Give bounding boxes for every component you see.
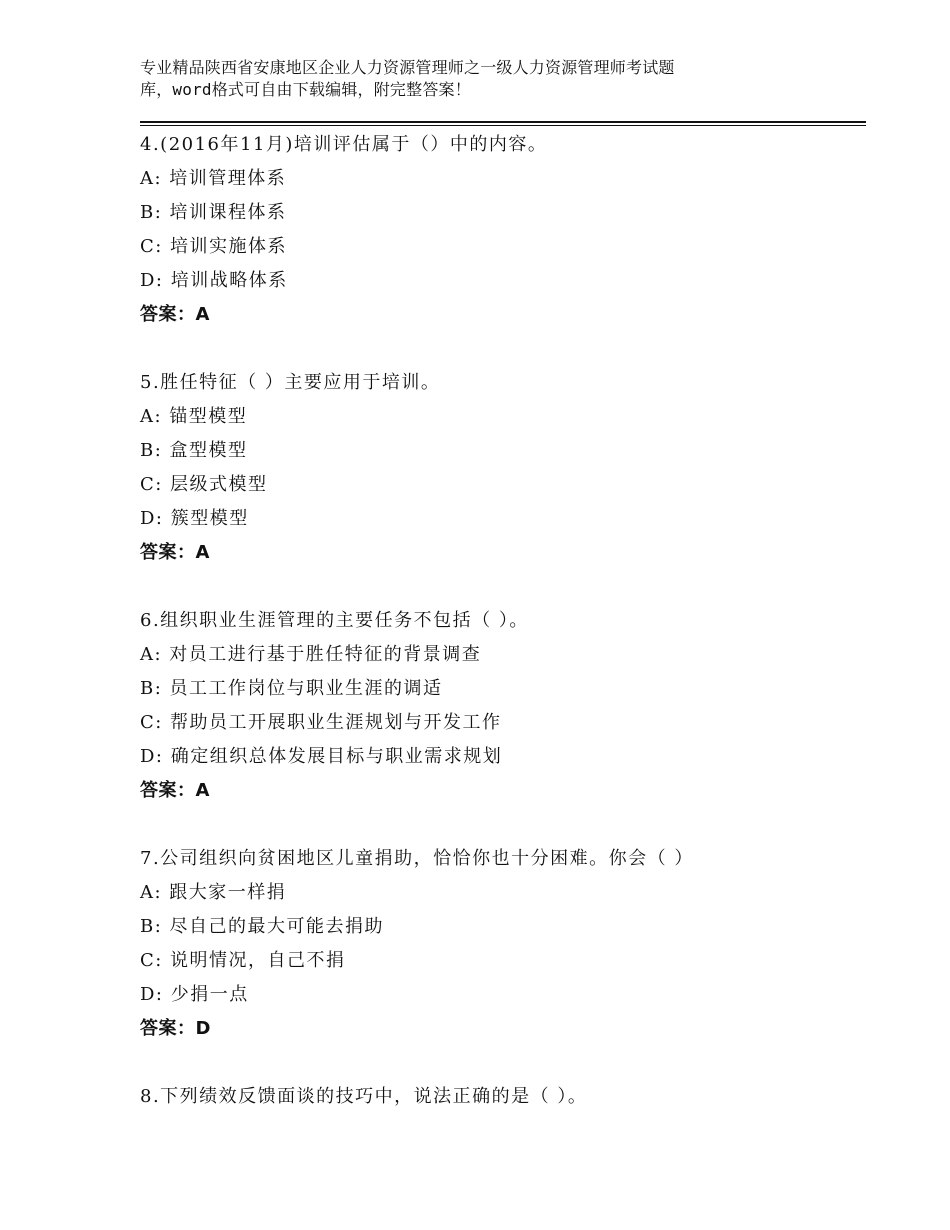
- header-divider-thin: [140, 125, 866, 126]
- answer: 答案：D: [140, 1018, 211, 1039]
- option-a: A: 对员工进行基于胜任特征的背景调查: [140, 644, 482, 665]
- answer: 答案：A: [140, 780, 210, 801]
- question-list: [140, 128, 866, 1114]
- option-b: B: 盒型模型: [140, 440, 248, 461]
- question-stem: 6.组织职业生涯管理的主要任务不包括（ ）。: [140, 610, 529, 631]
- header-line-1: 专业精品陕西省安康地区企业人力资源管理师之一级人力资源管理师考试题: [140, 58, 675, 77]
- option-a: A: 锚型模型: [140, 406, 248, 427]
- option-b: B: 员工工作岗位与职业生涯的调适: [140, 678, 443, 699]
- option-c: C: 培训实施体系: [140, 236, 288, 257]
- answer: 答案：A: [140, 304, 210, 325]
- option-c: C: 帮助员工开展职业生涯规划与开发工作: [140, 712, 502, 733]
- header-divider: [140, 121, 866, 123]
- option-c: C: 说明情况，自己不捐: [140, 950, 346, 971]
- header-line-2: 库，word格式可自由下载编辑，附完整答案！: [140, 80, 471, 99]
- question-stem: 5.胜任特征（ ）主要应用于培训。: [140, 372, 441, 393]
- option-d: D: 培训战略体系: [140, 270, 288, 291]
- question-block: [140, 604, 866, 808]
- option-c: C: 层级式模型: [140, 474, 268, 495]
- document-header: [140, 57, 790, 101]
- question-block: [140, 128, 866, 332]
- question-stem: 4.(2016年11月)培训评估属于（）中的内容。: [140, 134, 548, 155]
- question-block: [140, 1080, 866, 1114]
- answer: 答案：A: [140, 542, 210, 563]
- question-stem: 7.公司组织向贫困地区儿童捐助，恰恰你也十分困难。你会（ ）: [140, 848, 694, 869]
- option-d: D: 少捐一点: [140, 984, 249, 1005]
- option-b: B: 尽自己的最大可能去捐助: [140, 916, 385, 937]
- question-block: [140, 366, 866, 570]
- option-a: A: 培训管理体系: [140, 168, 287, 189]
- option-d: D: 簇型模型: [140, 508, 249, 529]
- question-stem: 8.下列绩效反馈面谈的技巧中，说法正确的是（ ）。: [140, 1086, 588, 1107]
- option-a: A: 跟大家一样捐: [140, 882, 287, 903]
- option-b: B: 培训课程体系: [140, 202, 287, 223]
- option-d: D: 确定组织总体发展目标与职业需求规划: [140, 746, 503, 767]
- question-block: [140, 842, 866, 1046]
